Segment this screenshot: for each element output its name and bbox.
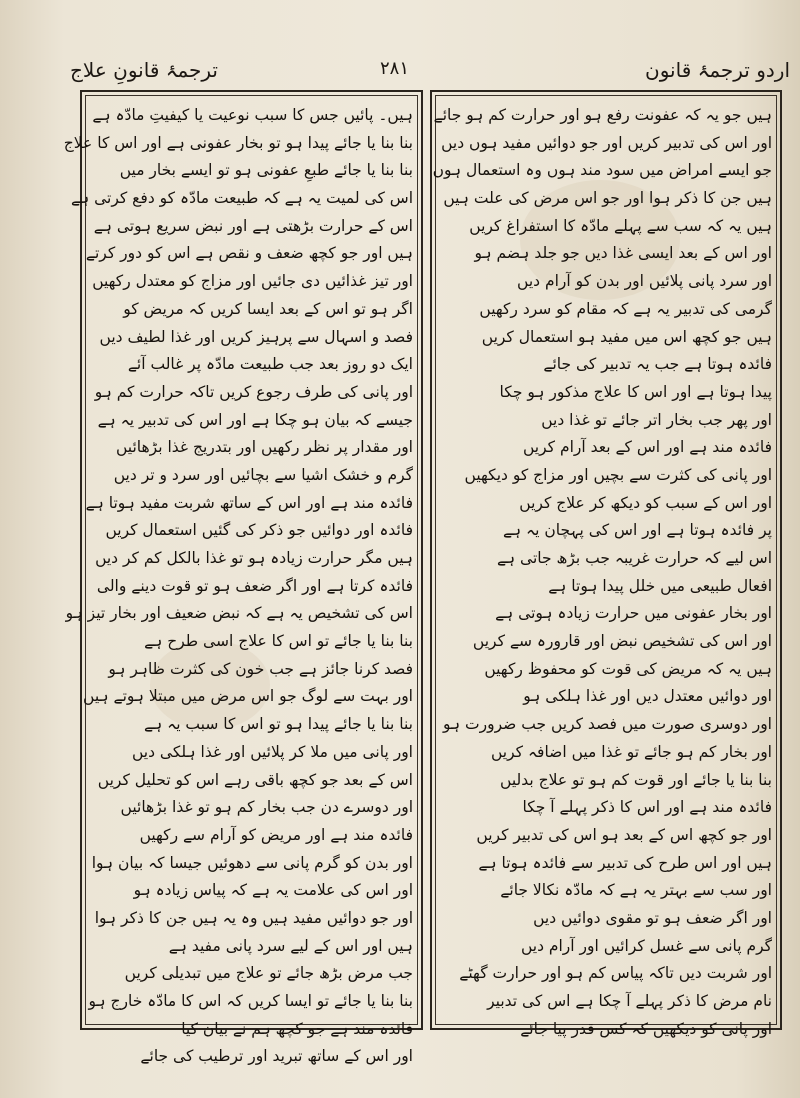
text-line: اور پھر جب بخار اتر جائے تو غذا دیں bbox=[541, 410, 772, 429]
text-line: اور اس کی تدبیر کریں اور جو دوائیں مفید ہوں دیں bbox=[441, 133, 772, 152]
text-line: پر فائدہ ہوتا ہے اور اس کی پہچان یہ ہے bbox=[502, 521, 772, 540]
text-line: گرم پانی سے غسل کرائیں اور آرام دیں bbox=[520, 936, 772, 955]
text-line: اور اس کے سبب کو دیکھ کر علاج کریں bbox=[519, 493, 772, 512]
text-line: اور پانی کی کثرت سے بچیں اور مزاج کو دیکھیں bbox=[464, 465, 772, 484]
text-line: اس کے بعد جو کچھ باقی رہے اس کو تحلیل کریں bbox=[97, 770, 413, 789]
text-line: اس لیے کہ حرارت غریبہ جب بڑھ جاتی ہے bbox=[496, 549, 772, 567]
text-line: فصد و اسہال سے پرہیز کریں اور غذا لطیف دیں bbox=[99, 327, 413, 346]
text-line: اور سرد پانی پلائیں اور بدن کو آرام دیں bbox=[517, 272, 772, 291]
text-line: اور اگر ضعف ہو تو مقوی دوائیں دیں bbox=[533, 908, 772, 927]
text-line: بنا بنا یا جائے پیدا ہو تو اس کا سبب یہ ہے bbox=[144, 715, 413, 734]
text-line: ہیں یہ کہ سب سے پہلے مادّہ کا استفراغ کریں bbox=[469, 216, 772, 235]
text-line: اور بدن کو گرم پانی سے دھوئیں جیسا کہ بیان ہوا bbox=[91, 853, 413, 872]
text-line: جو ایسے امراض میں سود مند ہوں وہ استعمال ہوں bbox=[432, 161, 772, 180]
text-line: اور جو کچھ اس کے بعد ہو اس کی تدبیر کریں bbox=[476, 825, 772, 844]
text-line: گرمی کی تدبیر یہ ہے کہ مقام کو سرد رکھیں bbox=[479, 299, 772, 318]
text-line: بنا بنا یا جائے پیدا ہو تو بخار عفونی ہے اور اس کا علاج bbox=[63, 133, 413, 152]
left-column-lines bbox=[63, 102, 413, 1066]
text-line: اور بہت سے لوگ جو اس مرض میں مبتلا ہوتے ہیں bbox=[83, 687, 413, 706]
text-line: اور شربت دیں تاکہ پیاس کم ہو اور حرارت گھٹے bbox=[459, 964, 772, 983]
text-line: ہیں اور اس طرح کی تدبیر سے فائدہ ہوتا ہے bbox=[478, 853, 772, 872]
left-running-title: ترجمۂ قانونِ علاج bbox=[70, 58, 218, 82]
text-line: اور پانی کو دیکھیں کہ کس قدر پیا جائے bbox=[520, 1019, 772, 1038]
text-line: فائدہ مند ہے جو کچھ ہم نے بیان کیا bbox=[181, 1019, 413, 1038]
text-line: بنا بنا یا جائے تو ایسا کریں کہ اس کا مادّہ خارج ہو bbox=[88, 992, 413, 1010]
text-line: اور دوسرے دن جب بخار کم ہو تو غذا بڑھائیں bbox=[120, 798, 413, 817]
text-line: نام مرض کا ذکر پہلے آ چکا ہے اس کی تدبیر bbox=[487, 992, 772, 1010]
text-line: اور مقدار پر نظر رکھیں اور بتدریج غذا بڑھائیں bbox=[115, 438, 413, 457]
text-line: اور پانی میں ملا کر پلائیں اور غذا ہلکی دیں bbox=[131, 742, 413, 761]
text-line: فائدہ مند ہے اور اس کا ذکر پہلے آ چکا bbox=[522, 798, 772, 817]
text-line: اور اس کے بعد ایسی غذا دیں جو جلد ہضم ہو bbox=[474, 244, 772, 263]
text-line: ہیں اور جو کچھ ضعف و نقص ہے اس کو دور کرتے bbox=[85, 244, 413, 263]
text-line: اور دوسری صورت میں فصد کریں جب ضرورت ہو bbox=[443, 715, 772, 734]
text-line: بنا بنا یا جائے تو اس کا علاج اسی طرح ہے bbox=[144, 632, 413, 651]
text-line: ہیں جو یہ کہ عفونت رفع ہو اور حرارت کم ہو جائے bbox=[433, 106, 772, 124]
text-line: اور اس کی تشخیص نبض اور قارورہ سے کریں bbox=[472, 632, 772, 651]
text-line: اور جو دوائیں مفید ہیں وہ یہ ہیں جن کا ذکر ہوا bbox=[94, 908, 413, 927]
text-line: ہیں یہ کہ مریض کی قوت کو محفوظ رکھیں bbox=[484, 659, 772, 678]
text-line: اور سب سے بہتر یہ ہے کہ مادّہ نکالا جائے bbox=[500, 881, 772, 900]
text-line: اور دوائیں معتدل دیں اور غذا ہلکی ہو bbox=[523, 687, 772, 706]
text-line: پیدا ہوتا ہے اور اس کا علاج مذکور ہو چکا bbox=[499, 382, 772, 401]
text-line: اس کی لمیت یہ ہے کہ طبیعت مادّہ کو دفع کرتی ہے bbox=[71, 189, 413, 208]
text-line: اور پانی کی طرف رجوع کریں تاکہ حرارت کم ہو bbox=[94, 382, 413, 401]
text-line: افعال طبیعی میں خلل پیدا ہوتا ہے bbox=[548, 576, 772, 595]
text-line: فائدہ مند ہے اور مریض کو آرام سے رکھیں bbox=[139, 825, 413, 844]
text-line: بنا بنا یا جائے اور قوت کم ہو تو علاج بدلیں bbox=[500, 770, 772, 789]
text-line: ہیں مگر حرارت زیادہ ہو تو غذا بالکل کم کر دیں bbox=[95, 549, 413, 567]
text-line: ایک دو روز بعد جب طبیعت مادّہ پر غالب آئے bbox=[127, 355, 413, 374]
text-line: اور بخار عفونی میں حرارت زیادہ ہوتی ہے bbox=[495, 604, 772, 623]
text-line: اس کی تشخیص یہ ہے کہ نبض ضعیف اور بخار تیز ہو bbox=[65, 604, 413, 623]
text-line: اور اس کے ساتھ تبرید اور ترطیب کی جائے bbox=[140, 1047, 413, 1066]
text-line: فصد کرنا جائز ہے جب خون کی کثرت ظاہر ہو bbox=[108, 659, 413, 678]
right-running-title: اردو ترجمۂ قانون bbox=[645, 58, 790, 82]
text-line: فائدہ مند ہے اور اس کے ساتھ شربت مفید ہوتا ہے bbox=[85, 493, 413, 512]
text-line: ہیں جن کا ذکر ہوا اور جو اس مرض کی علت ہیں bbox=[443, 189, 772, 208]
text-line: فائدہ کرتا ہے اور اگر ضعف ہو تو قوت دینے والی bbox=[96, 576, 413, 595]
left-text-column bbox=[63, 90, 423, 1066]
text-line: بنا بنا یا جائے طبعِ عفونی ہو تو ایسے بخار میں bbox=[119, 161, 413, 180]
text-line: ہیں جو کچھ اس میں مفید ہو استعمال کریں bbox=[481, 327, 772, 346]
text-line: جیسے کہ بیان ہو چکا ہے اور اس کی تدبیر یہ ہے bbox=[97, 410, 413, 429]
text-line: جب مرض بڑھ جائے تو علاج میں تبدیلی کریں bbox=[124, 964, 413, 983]
text-line: اور تیز غذائیں دی جائیں اور مزاج کو معتدل رکھیں bbox=[92, 272, 413, 291]
text-line: فائدہ مند ہے اور اس کے بعد آرام کریں bbox=[523, 438, 772, 457]
right-text-column bbox=[430, 90, 782, 1038]
text-line: اور اس کی علامت یہ ہے کہ پیاس زیادہ ہو bbox=[133, 881, 413, 900]
text-line: اس کے حرارت بڑھتی ہے اور نبض سریع ہوتی ہے bbox=[93, 216, 413, 235]
running-header bbox=[70, 58, 790, 88]
text-line: اگر ہو تو اس کے بعد ایسا کریں کہ مریض کو bbox=[123, 299, 413, 318]
text-line: ہیں۔ پائیں جس کا سبب نوعیت یا کیفیتِ مادّہ ہے bbox=[92, 106, 413, 124]
text-line: فائدہ اور دوائیں جو ذکر کی گئیں استعمال کریں bbox=[105, 521, 413, 540]
right-column-lines bbox=[432, 102, 772, 1038]
text-line: گرم و خشک اشیا سے بچائیں اور سرد و تر دیں bbox=[113, 465, 413, 484]
text-line: اور بخار کم ہو جائے تو غذا میں اضافہ کریں bbox=[490, 742, 772, 761]
text-line: فائدہ ہوتا ہے جب یہ تدبیر کی جائے bbox=[543, 355, 772, 374]
page-number: ۲۸۱ bbox=[380, 58, 410, 79]
text-line: ہیں اور اس کے لیے سرد پانی مفید ہے bbox=[168, 936, 413, 955]
